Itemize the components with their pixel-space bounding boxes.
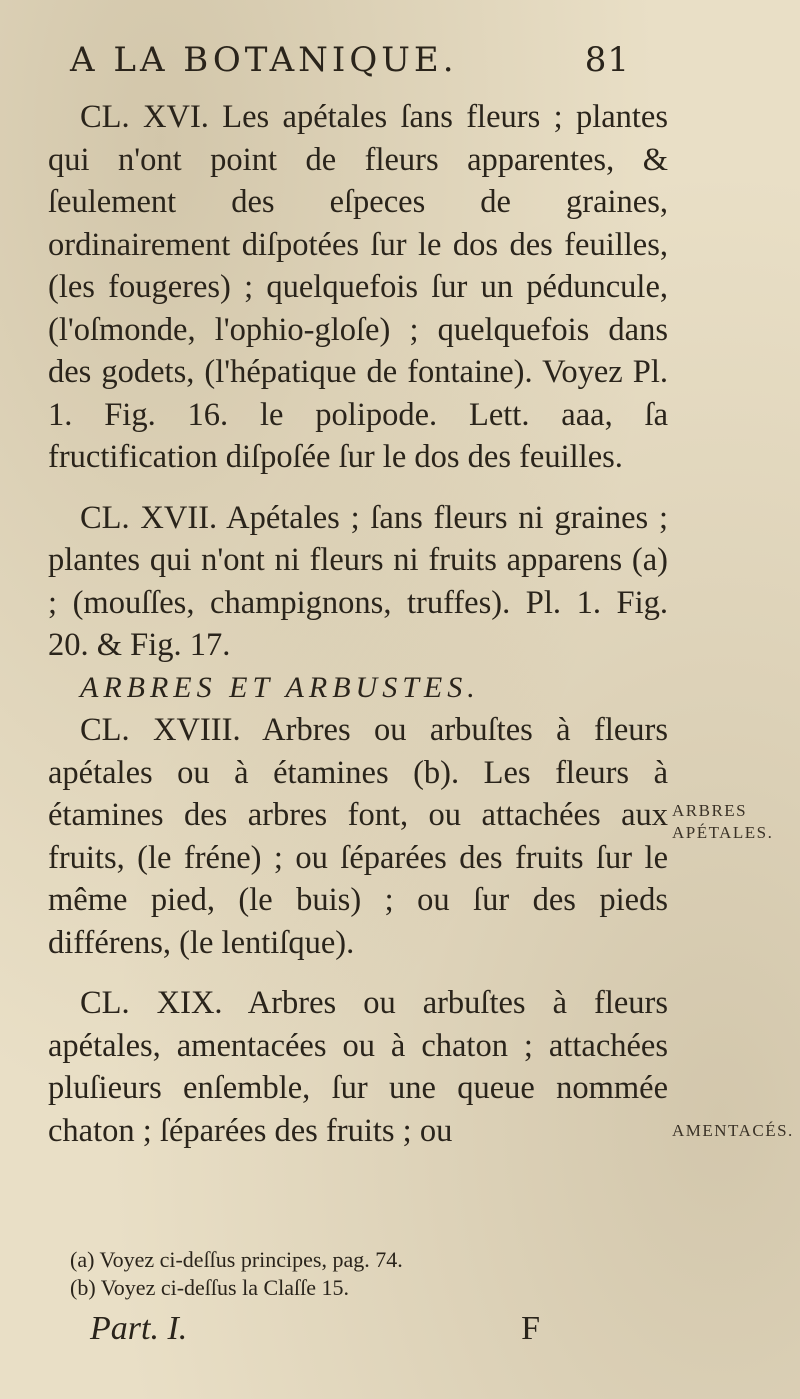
- signature-line: [90, 1310, 630, 1348]
- part-label: Part. I.: [90, 1310, 188, 1347]
- section-title: ARBRES ET ARBUSTES.: [80, 670, 480, 704]
- footnote-a: (a) Voyez ci-deſſus principes, pag. 74.: [70, 1247, 403, 1272]
- footnotes: [70, 1246, 630, 1302]
- margin-note-arbres-apetales: ARBRES APÉTALES.: [672, 801, 774, 842]
- paragraph-class-19: CL. XIX. Arbres ou arbuſtes à fleurs apétales, amentacées ou à chaton ; attachées pluſieurs enſemble, ſur une queue nommée chaton ; ſéparées des fruits ; ou: [48, 985, 668, 1149]
- margin-note-amentaces: AMENTACÉS.: [672, 1121, 794, 1140]
- paragraph-class-16: CL. XVI. Les apétales ſans fleurs ; plantes qui n'ont point de fleurs apparentes, & ſeulement des eſpeces de graines, ordinairement diſpotées ſur le dos des feuilles, (les fougeres) ; quelquefois ſur un péduncule, (l'oſmonde, l'ophio-gloſe) ; quelquefois dans des godets, (l'hépatique de fontaine). Voyez Pl. 1. Fig. 16. le polipode. Lett. aaa, ſa fructification diſpoſée ſur le dos des feuilles.: [48, 99, 668, 475]
- body-text: [48, 96, 668, 1152]
- page-number: 81: [584, 40, 630, 80]
- paragraph-class-18: CL. XVIII. Arbres ou arbuſtes à fleurs apétales ou à étamines (b). Les fleurs à étamines des arbres font, ou attachées aux fruits, (le fréne) ; ou ſéparées des fruits ſur le même pied, (le buis) ; ou ſur des pieds différens, (le lentiſque).: [48, 712, 668, 961]
- paragraph-class-17: CL. XVII. Apétales ; ſans fleurs ni graines ; plantes qui n'ont ni fleurs ni fruits apparens (a) ; (mouſſes, champignons, truffes). Pl. 1. Fig. 20. & Fig. 17.: [48, 499, 668, 663]
- header-title: A LA BOTANIQUE.: [70, 40, 458, 80]
- footnote-b: (b) Voyez ci-deſſus la Claſſe 15.: [70, 1275, 350, 1300]
- signature-mark: F: [521, 1310, 540, 1347]
- running-header: [70, 40, 630, 80]
